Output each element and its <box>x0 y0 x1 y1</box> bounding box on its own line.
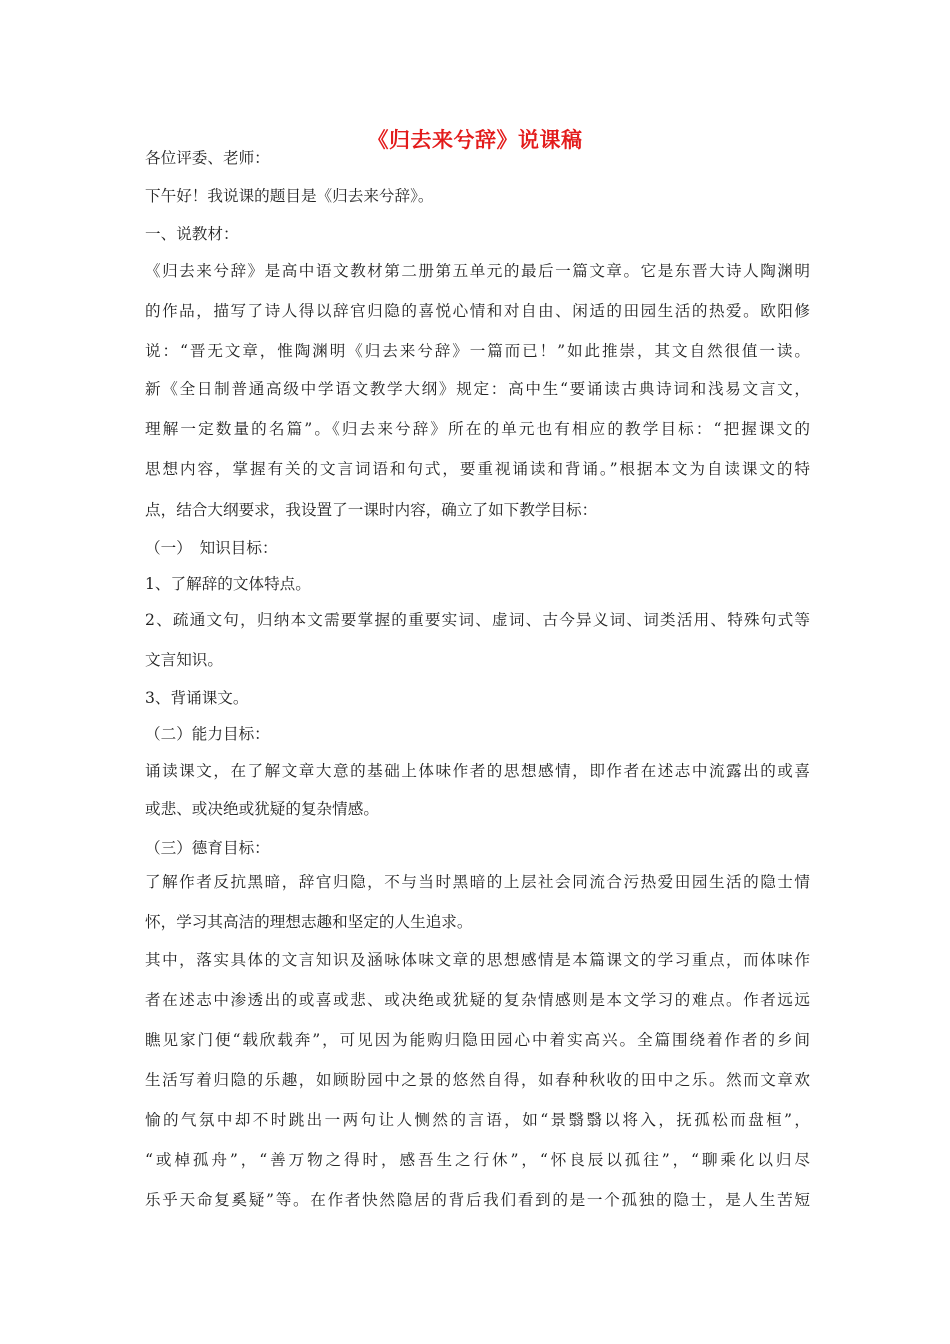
text-line: 的作品，描写了诗人得以辞官归隐的喜悦心情和对自由、闲适的田园生活的热爱。欧阳修 <box>145 302 810 320</box>
text-line: 愉的气氛中却不时跳出一两句让人恻然的言语，如“景翳翳以将入，抚孤松而盘桓”， <box>145 1111 810 1129</box>
text-line: 诵读课文，在了解文章大意的基础上体味作者的思想感情，即作者在述志中流露出的或喜 <box>145 762 810 780</box>
text-line: 生活写着归隐的乐趣，如顾盼园中之景的悠然自得，如春种秋收的田中之乐。然而文章欢 <box>145 1071 810 1089</box>
section-heading-material: 一、说教材： <box>145 225 239 243</box>
subheading-knowledge: （一） 知识目标： <box>145 539 278 557</box>
text-line: 瞧见家门便“载欣载奔”，可见因为能购归隐田园心中着实高兴。全篇围绕着作者的乡间 <box>145 1031 810 1049</box>
list-item: 1、了解辞的文体特点。 <box>145 575 311 593</box>
text-line: 文言知识。 <box>145 651 223 669</box>
subheading-ability: （二）能力目标： <box>145 725 270 743</box>
text-line: 或悲、或决绝或犹疑的复杂情感。 <box>145 800 379 818</box>
text-line: 者在述志中渗透出的或喜或悲、或决绝或犹疑的复杂情感则是本文学习的难点。作者远远 <box>145 991 810 1009</box>
text-line: 其中，落实具体的文言知识及涵咏体味文章的思想感情是本篇课文的学习重点，而体味作 <box>145 951 810 969</box>
subheading-moral: （三）德育目标： <box>145 839 270 857</box>
text-line: 点，结合大纲要求，我设置了一课时内容，确立了如下教学目标： <box>145 501 598 519</box>
list-item: 2、疏通文句，归纳本文需要掌握的重要实词、虚词、古今异义词、词类活用、特殊句式等 <box>145 611 810 629</box>
text-line-greeting: 各位评委、老师： <box>145 149 270 167</box>
text-line-intro: 下午好！我说课的题目是《归去来兮辞》。 <box>145 187 434 205</box>
text-line: 说：“晋无文章，惟陶渊明《归去来兮辞》一篇而已！”如此推崇，其文自然很值一读。 <box>145 342 810 360</box>
text-line: 怀，学习其高洁的理想志趣和坚定的人生追求。 <box>145 913 473 931</box>
text-line: “或棹孤舟”，“善万物之得时，感吾生之行休”，“怀良辰以孤往”，“聊乘化以归尽 <box>145 1151 810 1169</box>
text-line: 思想内容，掌握有关的文言词语和句式，要重视诵读和背诵。”根据本文为自读课文的特 <box>145 460 810 478</box>
document-title: 《归去来兮辞》说课稿 <box>367 128 583 152</box>
text-line: 了解作者反抗黑暗，辞官归隐，不与当时黑暗的上层社会同流合污热爱田园生活的隐士情 <box>145 873 810 891</box>
list-item: 3、背诵课文。 <box>145 689 249 707</box>
text-line: 理解一定数量的名篇”。《归去来兮辞》所在的单元也有相应的教学目标：“把握课文的 <box>145 420 810 438</box>
text-line: 《归去来兮辞》是高中语文教材第二册第五单元的最后一篇文章。它是东晋大诗人陶渊明 <box>145 262 810 280</box>
text-line: 新《全日制普通高级中学语文教学大纲》规定：高中生“要诵读古典诗词和浅易文言文， <box>145 380 810 398</box>
text-line: 乐乎天命复奚疑”等。在作者快然隐居的背后我们看到的是一个孤独的隐士，是人生苦短 <box>145 1191 810 1209</box>
